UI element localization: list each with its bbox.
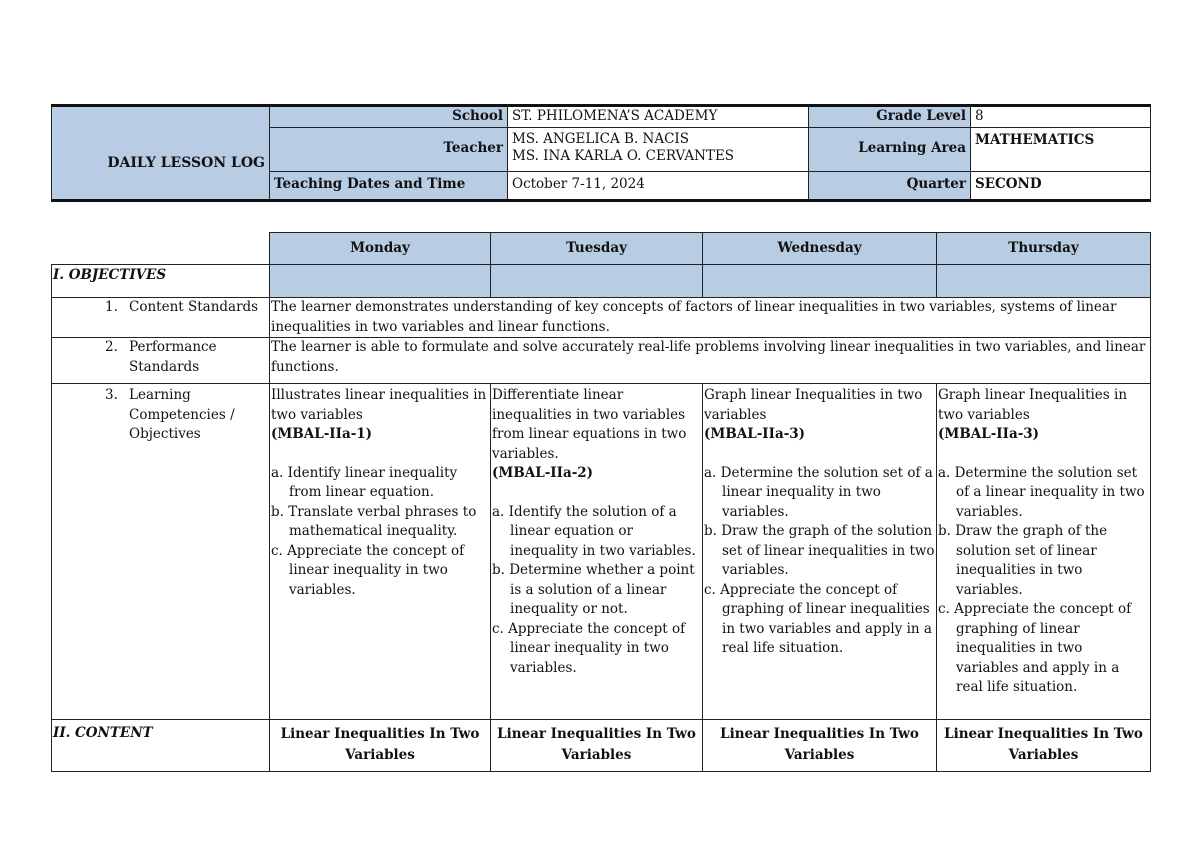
- objectives-heading: I. OBJECTIVES: [52, 265, 270, 298]
- content-standards-num: 1.: [105, 299, 118, 315]
- competency-tuesday-a: a. Identify the solution of a linear equation or inequality in two variables.: [492, 503, 696, 559]
- competency-wednesday: [703, 384, 937, 720]
- competency-thursday-a: a. Determine the solution set of a linear inequality in two variables.: [938, 464, 1145, 520]
- teacher-value: [508, 127, 809, 171]
- lesson-table: [51, 232, 1151, 772]
- quarter-value: SECOND: [971, 171, 1151, 200]
- content-monday: Linear Inequalities In Two Variables: [270, 720, 491, 772]
- dll-title: DAILY LESSON LOG: [52, 106, 270, 201]
- competency-monday-c: c. Appreciate the concept of linear inequality in two variables.: [271, 542, 465, 598]
- competencies-label: [52, 384, 270, 720]
- content-standards-label: [52, 298, 270, 338]
- competency-wednesday-intro: Graph linear Inequalities in two variables: [704, 387, 923, 423]
- objectives-thursday: [937, 265, 1151, 298]
- competency-monday: [270, 384, 491, 720]
- competency-tuesday-b: b. Determine whether a point is a solution of a linear inequality or not.: [492, 562, 695, 617]
- day-wednesday: Wednesday: [703, 233, 937, 265]
- competency-wednesday-c: c. Appreciate the concept of graphing of linear inequalities in two variables and apply in a real life situation.: [704, 581, 932, 656]
- header-table: [51, 104, 1151, 202]
- grade-value: 8: [971, 106, 1151, 128]
- dates-value: October 7-11, 2024: [508, 171, 809, 200]
- performance-standards-value: The learner is able to formulate and solve accurately real-life problems involving linear inequalities in two variables, and linear functions.: [270, 338, 1151, 384]
- school-label: School: [270, 106, 508, 128]
- area-value: MATHEMATICS: [971, 127, 1151, 171]
- competency-monday-code: (MBAL-IIa-1): [271, 426, 373, 442]
- content-heading: II. CONTENT: [52, 720, 270, 772]
- dates-label: Teaching Dates and Time: [270, 171, 508, 200]
- content-standards-value: The learner demonstrates understanding of key concepts of factors of linear inequalities in two variables, systems of linear inequalities in two variables and linear functions.: [270, 298, 1151, 338]
- quarter-label: Quarter: [809, 171, 971, 200]
- objectives-tuesday: [491, 265, 703, 298]
- objectives-wednesday: [703, 265, 937, 298]
- competencies-text: Learning Competencies / Objectives: [129, 387, 235, 442]
- competency-monday-a: a. Identify linear inequality from linear equation.: [271, 464, 458, 500]
- grade-label: Grade Level: [809, 106, 971, 128]
- day-tuesday: Tuesday: [491, 233, 703, 265]
- competency-thursday: [937, 384, 1151, 720]
- content-standards-text: Content Standards: [129, 299, 259, 315]
- competency-tuesday-intro: Differentiate linear inequalities in two variables from linear equations in two variables.: [492, 387, 687, 462]
- competency-wednesday-a: a. Determine the solution set of a linear inequality in two variables.: [704, 464, 933, 520]
- competency-thursday-c: c. Appreciate the concept of graphing of linear inequalities in two variables and apply in a real life situation.: [938, 601, 1132, 695]
- teacher-1: MS. ANGELICA B. NACIS: [512, 130, 690, 147]
- day-monday: Monday: [270, 233, 491, 265]
- competency-wednesday-b: b. Draw the graph of the solution set of linear inequalities in two variables.: [704, 523, 935, 578]
- day-thursday: Thursday: [937, 233, 1151, 265]
- competency-tuesday-c: c. Appreciate the concept of linear inequality in two variables.: [492, 620, 686, 676]
- competency-monday-b: b. Translate verbal phrases to mathematical inequality.: [271, 503, 477, 539]
- competency-thursday-intro: Graph linear Inequalities in two variables: [938, 387, 1128, 423]
- performance-standards-text: Performance Standards: [129, 339, 217, 375]
- performance-standards-label: [52, 338, 270, 384]
- objectives-monday: [270, 265, 491, 298]
- content-wednesday: Linear Inequalities In Two Variables: [703, 720, 937, 772]
- competency-thursday-code: (MBAL-IIa-3): [938, 426, 1040, 442]
- corner-cell: [52, 233, 270, 265]
- content-tuesday: Linear Inequalities In Two Variables: [491, 720, 703, 772]
- competency-tuesday: [491, 384, 703, 720]
- competency-wednesday-code: (MBAL-IIa-3): [704, 426, 806, 442]
- performance-standards-num: 2.: [105, 339, 118, 355]
- teacher-2: MS. INA KARLA O. CERVANTES: [512, 147, 735, 164]
- area-label: Learning Area: [809, 127, 971, 171]
- competency-thursday-b: b. Draw the graph of the solution set of linear inequalities in two variables.: [938, 523, 1108, 598]
- competencies-num: 3.: [105, 387, 118, 403]
- content-thursday: Linear Inequalities In Two Variables: [937, 720, 1151, 772]
- competency-monday-intro: Illustrates linear inequalities in two variables: [271, 387, 487, 423]
- teacher-label: Teacher: [270, 127, 508, 171]
- school-value: ST. PHILOMENA’S ACADEMY: [508, 106, 809, 128]
- competency-tuesday-code: (MBAL-IIa-2): [492, 465, 594, 481]
